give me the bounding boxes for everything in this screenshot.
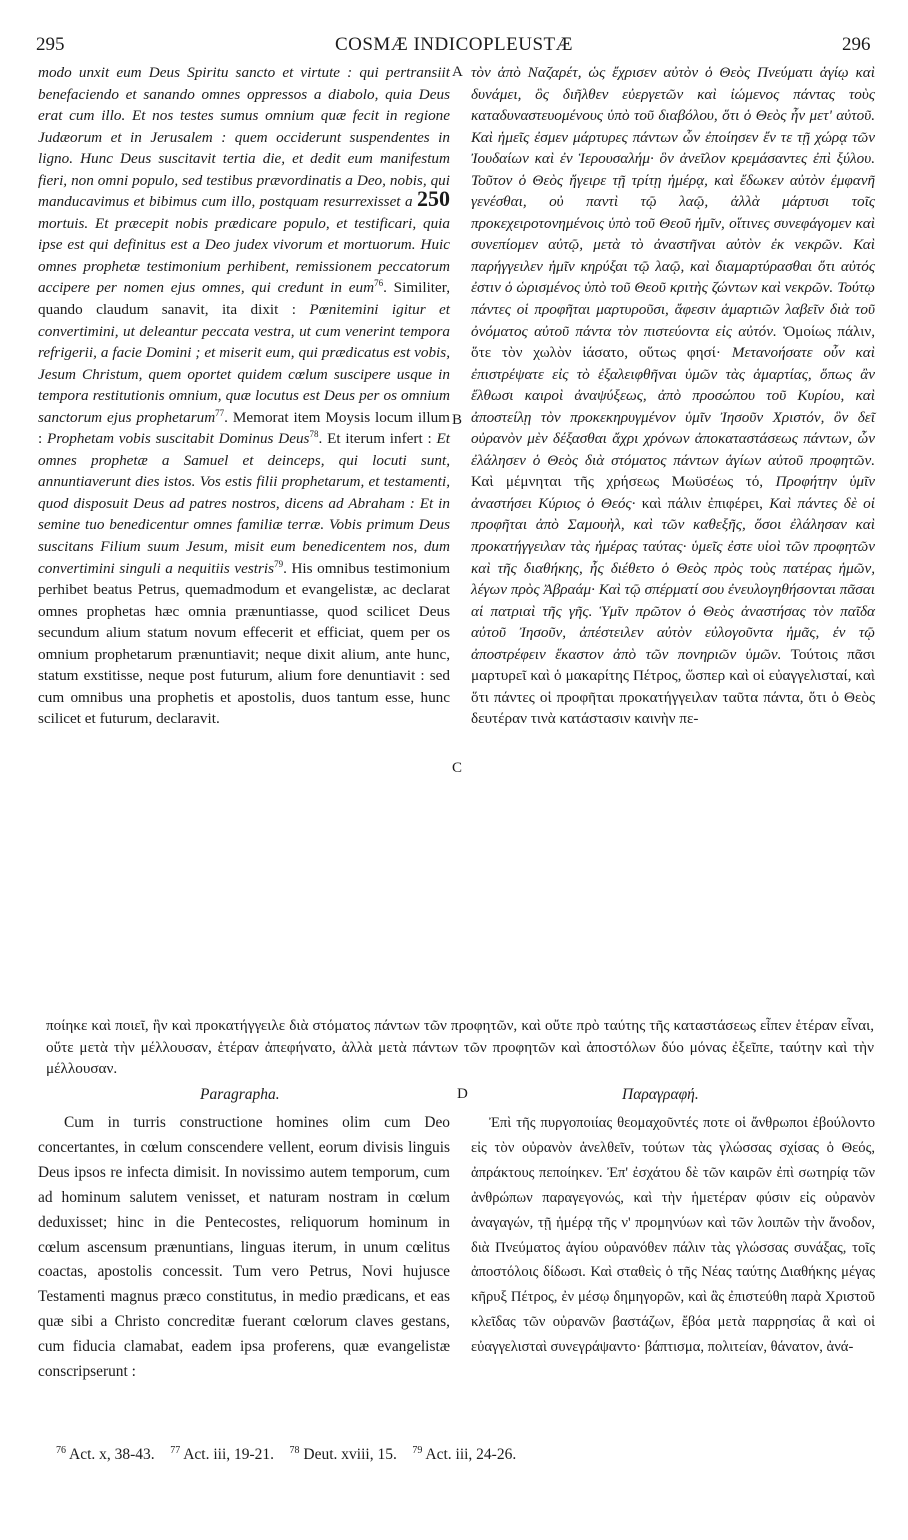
footnotes [56,1446,516,1464]
latin-column-top [38,62,450,730]
margin-marker-b: B [452,412,463,428]
latin-quote: Prophetam vobis suscitabit Dominus Deus [47,430,310,448]
latin-text: . Memorat item Moysis locum illum : [38,408,450,448]
margin-marker-d: D [457,1086,468,1102]
margin-marker-c: C [452,760,463,776]
greek-column-top [471,62,875,730]
footnote-number: 77 [170,1444,181,1456]
latin-text: mortuis. Et præcepit nobis prædicare populo, et testificari, quia ipse est qui definitus est a Deo judex vivorum et mortuorum. Huic omnes prophetæ testimonium perhibent, remissionem peccatorum accipere per nomen ejus omnes, qui credunt in eum [38,214,450,297]
footnote-ref: 78 [309,429,319,440]
section-number: 250 [417,186,450,212]
page-number-right: 296 [842,34,871,55]
greek-quote: Μετανοήσατε οὖν καὶ ἐπιστρέψατε εἰς τὸ ἐξαλειφθῆναι ὑμῶν τὰς ἁμαρτίας, ὅπως ἂν ἔλθωσι καιροὶ ἀναψύξεως, ἀπὸ προσώπου τοῦ Κυρίου, καὶ ἀποστείλῃ τὸν προκεκηρυγμένον ὑμῖν Ἰησοῦν Χριστόν, ὃν δεῖ οὐρανὸν μὲν δέξασθαι ἄχρι χρόνων ἀποκαταστάσεως πάντων, ὧν ἐλάλησεν ὁ Θεὸς διὰ στόματος πάντων ἁγίων αὐτοῦ προφητῶν. [471,344,875,469]
greek-text: ποίηκε καὶ ποιεῖ, ἣν καὶ προκατήγγειλε διὰ στόματος πάντων τῶν προφητῶν, καὶ οὔτε πρὸ ταύτης τῆς καταστάσεως εἶπεν ἑτέραν εἶναι, οὔτε μετὰ τὴν μέλλουσαν, ἑτέραν ἀπεφήνατο, ἀλλὰ μετὰ πάντων τῶν προφητῶν καὶ ἀποστόλων δύο μόνας ἐξεῖπε, ταύτην καὶ τὴν μέλλουσαν. [46,1017,874,1078]
footnote-text: Act. iii, 24-26. [422,1446,517,1463]
latin-heading: Paragrapha. [200,1086,280,1103]
greek-quote: Προφήτην ὑμῖν ἀναστήσει Κύριος ὁ Θεός· [471,473,875,512]
greek-text: Καὶ μέμνηται τῆς χρήσεως Μωϋσέως τό, [471,473,764,491]
footnote-text: Act. iii, 19-21. [180,1446,275,1463]
margin-marker-a: A [452,64,463,80]
footnote-text: Deut. xviii, 15. [299,1446,397,1463]
latin-paragraph: Cum in turris constructione homines olim cum Deo concertantes, in cœlum conscendere vellent, eorum divisis linguis Deus ipsos re infecta dimisit. In novissimo autem temporum, cum ad hominum salutem venisset, et naturam nostram in cœlum deduxisset; hinc in die Pentecostes, reliquorum hominum in cœlum ascensum prænuntians, linguas iterum, in unum cœlitus coactas, apostolis concessit. Tum vero Petrus, Novi hujusce Testamenti magnus præco constitutus, in medio prædicans, et eas quæ sibi a Christo concreditæ fuerant cœlorum claves gestans, cum fiducia clamabat, eadem ipsa proferens, quæ evangelistæ conscripserunt : [38,1114,450,1381]
greek-full-width-block [46,1015,874,1080]
page-number-left: 295 [36,34,65,55]
latin-text: . His omnibus testimonium perhibet beatus Petrus, quemadmodum et evangelistæ, ac declarat omnes prophetas hæc omnia prænuntiasse, quod scilicet Deus secundum alium statum novum effecerit et efficiat, quem per os omnium prophetarum prænuntiavit; neque dixit alium, ante hunc, statum exstitisse, neque post futurum, alium fore denuntiavit : sed cum omnibus una prophetis et apostolis, duos tantum esse, hunc scilicet et futurum, declaravit. [38,559,451,728]
footnote-ref: 79 [274,558,284,569]
greek-quote: τὸν ἀπὸ Ναζαρέτ, ὡς ἔχρισεν αὐτὸν ὁ Θεὸς Πνεύματι ἁγίῳ καὶ δυνάμει, ὃς διῆλθεν εὐεργετῶν καὶ ἰώμενος πάντας τοὺς καταδυναστευομένους ὑπὸ τοῦ διαβόλου, ὅτι ὁ Θεὸς ἦν μετ' αὐτοῦ. Καὶ ἡμεῖς ἐσμεν μάρτυρες πάντων ὧν ἐποίησεν ἔν τε τῇ χώρᾳ τῶν Ἰουδαίων καὶ ἐν Ἱερουσαλήμ· ὃν ἀνεῖλον κρεμάσαντες ἐπὶ ξύλου. Τοῦτον ὁ Θεὸς ἤγειρε τῇ τρίτῃ ἡμέρᾳ, καὶ ἔδωκεν αὐτὸν ἐμφανῆ γενέσθαι, οὐ παντὶ τῷ λαῷ, ἀλλὰ μάρτυσι τοῖς προκεχειροτονημένοις ὑπὸ τοῦ Θεοῦ ἡμῖν, οἵτινες συνεφάγομεν καὶ συνεπίομεν αὐτῷ, μετὰ τὸ ἀναστῆναι αὐτὸν ἐκ νεκρῶν. Καὶ παρήγγειλεν ἡμῖν κηρύξαι τῷ λαῷ, καὶ διαμαρτύρασθαι ὅτι αὐτός ἐστιν ὁ ὡρισμένος ὑπὸ τοῦ Θεοῦ κριτὴς ζώντων καὶ νεκρῶν. Τούτῳ πάντες οἱ προφῆται μαρτυροῦσι, ἄφεσιν ἁμαρτιῶν λαβεῖν διὰ τοῦ ὀνόματος αὐτοῦ πάντα τὸν πιστεύοντα εἰς αὐτόν. [471,64,875,340]
latin-text: modo unxit eum Deus Spiritu sancto et virtute : qui pertransiit benefaciendo et sanando omnes oppressos a diabolo, quia Deus erat cum illo. Et nos testes sumus omnium quæ fecit in regione Judæorum et in Jerusalem : quem occiderunt suspendentes in ligno. Hunc Deus suscitavit tertia die, et dedit eum manifestum fieri, non omni populo, sed testibus prævordinatis a Deo, nobis, qui manducavimus et bibimus cum illo, postquam resurrexisset a [38,64,450,211]
greek-heading: Παραγραφή. [622,1086,699,1103]
latin-column-bottom [38,1111,450,1385]
latin-text: . Et iterum infert : [318,430,432,448]
greek-text: Τούτοις πᾶσι μαρτυρεῖ καὶ ὁ μακαρίτης Πέτρος, ὥσπερ καὶ οἱ εὐαγγελισταί, καὶ ὅτι πάντες οἱ προφῆται προκατήγγειλαν ταῦτα πάντα, ὅτι ὁ Θεὸς δευτέραν τινὰ κατάστασιν καινὴν πε- [471,645,876,728]
footnote-ref: 76 [374,278,384,289]
latin-quote: Et omnes prophetæ a Samuel et deinceps, qui locuti sunt, annuntiaverunt dies istos. Vos estis filii prophetarum, et testamenti, quod disposuit Deus ad patres nostros, dicens ad Abraham : Et in semine tuo benedicentur omnes familiæ terræ. Vobis primum Deus suscitans Filium suum Jesum, misit eum benedicentem nos, dum convertimini singuli a nequitiis vestris [38,430,451,577]
footnote-text: Act. x, 38-43. [66,1446,155,1463]
footnote-number: 79 [412,1444,423,1456]
footnote-number: 76 [56,1444,66,1456]
latin-paragraph [38,62,450,730]
greek-paragraph: Ἐπὶ τῆς πυργοποιίας θεομαχοῦντές ποτε οἱ ἄνθρωποι ἐβούλοντο εἰς τὸν οὐρανὸν ἀνελθεῖν, τούτων τὰς γλώσσας σχίσας ὁ Θεός, ἀπράκτους πεποίηκεν. Ἐπ' ἐσχάτου δὲ τῶν καιρῶν ἐπὶ σωτηρίᾳ τῶν ἀνθρώπων παραγεγονώς, καὶ τὴν ἡμετέραν φύσιν εἰς οὐρανὸν ἀναγαγών, τῇ ἡμέρᾳ τῆς ν' προμηνύων καὶ τῶν λοιπῶν τὴν ἄνοδον, διὰ Πνεύματος ἁγίου οὐρανόθεν πάλιν τὰς γλώσσας συνάξας, τοῖς ἀποστόλοις δίδωσι. Καὶ σταθεὶς ὁ τῆς Νέας ταύτης Διαθήκης μέγας κῆρυξ Πέτρος, ἐν μέσῳ δημηγορῶν, καὶ ἃς ἐπιστεύθη παρὰ Χριστοῦ κλεῖδας τῶν οὐρανῶν βαστάζων, ἔβόα μετὰ παρρησίας ἃ καὶ οἱ εὐαγγελισταὶ συνεγράψαντο· βάπτισμα, πολιτείαν, θάνατον, ἀνά- [471,1115,875,1356]
greek-text: Ὁμοίως πάλιν, ὅτε τὸν χωλὸν ἰάσατο, οὕτως φησί· [471,322,875,362]
footnote-ref: 77 [215,407,225,418]
latin-quote: Pœnitemini igitur et convertimini, ut deleantur peccata vestra, ut cum venerint tempora refrigerii, a facie Domini ; et miserit eum, qui prædicatus est vobis, Jesum Christum, quem oportet quidem cœlum suscipere usque in tempora restitutionis omnium, quæ locutus est Deus per os omnium sanctorum ejus prophetarum [38,301,450,426]
greek-column-bottom [471,1111,875,1360]
greek-text: καὶ πάλιν ἐπιφέρει, [641,494,763,512]
latin-text: . Similiter, quando claudum sanavit, ita dixit : [38,279,450,319]
greek-paragraph [471,62,875,730]
footnote-number: 78 [289,1444,300,1456]
greek-quote: Καὶ πάντες δὲ οἱ προφῆται ἀπὸ Σαμουὴλ, καὶ τῶν καθεξῆς, ὅσοι ἐλάλησαν καὶ προκατήγγειλαν τὰς ἡμέρας ταύτας· ὑμεῖς ἐστε υἱοὶ τῶν προφητῶν καὶ τῆς διαθήκης, ἧς διέθετο ὁ Θεὸς πρὸς τοὺς πατέρας ἡμῶν, λέγων πρὸς Ἀβραάμ· Καὶ τῷ σπέρματί σου ἐνευλογηθήσονται πᾶσαι αἱ πατριαὶ τῆς γῆς. Ὑμῖν πρῶτον ὁ Θεὸς ἀναστήσας τὸν παῖδα αὐτοῦ Ἰησοῦν, ἀπέστειλεν αὐτὸν εὐλογοῦντα ἡμᾶς, ἐν τῷ ἀποστρέφειν ἕκαστον ἀπὸ τῶν πονηριῶν ὑμῶν. [471,494,875,663]
running-title: COSMÆ INDICOPLEUSTÆ [334,34,574,55]
